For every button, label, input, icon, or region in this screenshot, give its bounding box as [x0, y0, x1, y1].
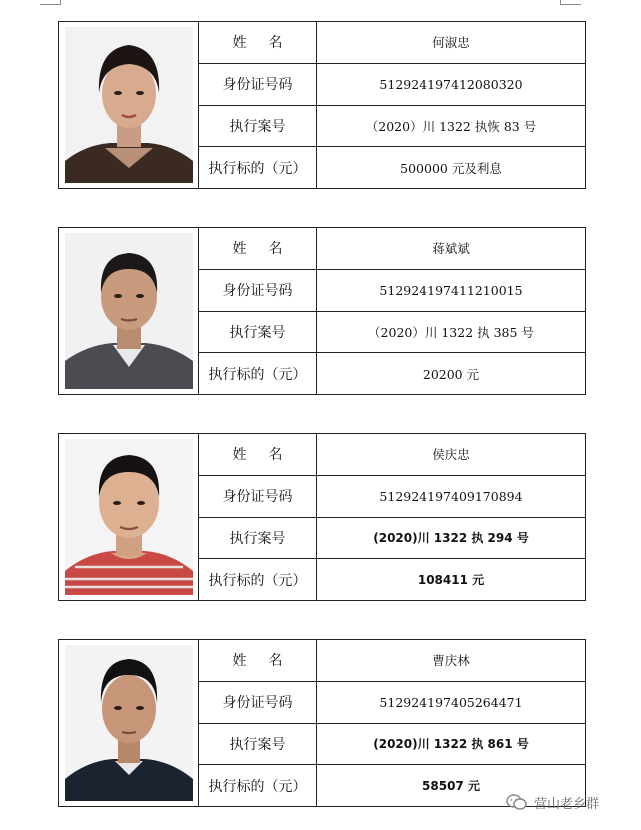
label-target: 执行标的（元）: [199, 147, 317, 188]
person-photo: [65, 645, 193, 801]
photo-cell: [59, 640, 199, 806]
label-target: 执行标的（元）: [199, 353, 317, 394]
label-target: 执行标的（元）: [199, 765, 317, 806]
label-name: 姓名: [199, 228, 317, 269]
watermark: [506, 790, 636, 814]
label-name: 姓名: [199, 640, 317, 681]
wechat-icon: [506, 793, 528, 811]
label-id-number: 身份证号码: [199, 682, 317, 723]
label-case-number: 执行案号: [199, 106, 317, 147]
value-case-number: (2020)川 1322 执 861 号: [373, 737, 529, 752]
value-target: 108411 元: [417, 573, 485, 588]
label-id-number: 身份证号码: [199, 476, 317, 517]
value-case-number: （2020）川 1322 执恢 83 号: [365, 118, 537, 134]
person-card-1: [58, 21, 586, 189]
photo-cell: [59, 434, 199, 600]
photo-cell: [59, 22, 199, 188]
value-case-number: （2020）川 1322 执 385 号: [368, 324, 534, 340]
value-id-number: 512924197412080320: [379, 76, 523, 92]
value-name: 蒋斌斌: [432, 241, 470, 257]
label-case-number: 执行案号: [199, 724, 317, 765]
value-target: 20200 元: [422, 366, 480, 382]
person-card-4: [58, 639, 586, 807]
page-corner-mark-right: [560, 0, 581, 5]
person-card-2: [58, 227, 586, 395]
label-id-number: 身份证号码: [199, 64, 317, 105]
watermark-text: 营山老乡群: [534, 796, 600, 812]
page-corner-mark-left: [40, 0, 61, 5]
person-photo: [65, 233, 193, 389]
value-id-number: 512924197409170894: [379, 488, 523, 504]
value-target: 500000 元及利息: [400, 160, 502, 176]
label-name: 姓名: [199, 434, 317, 475]
label-target: 执行标的（元）: [199, 559, 317, 600]
value-id-number: 512924197411210015: [379, 282, 523, 298]
photo-cell: [59, 228, 199, 394]
value-name: 侯庆忠: [432, 447, 470, 463]
person-photo: [65, 27, 193, 183]
label-id-number: 身份证号码: [199, 270, 317, 311]
person-card-3: [58, 433, 586, 601]
label-case-number: 执行案号: [199, 312, 317, 353]
label-case-number: 执行案号: [199, 518, 317, 559]
value-case-number: (2020)川 1322 执 294 号: [373, 531, 529, 546]
value-target: 58507 元: [422, 779, 480, 794]
label-name: 姓名: [199, 22, 317, 63]
person-photo: [65, 439, 193, 595]
value-name: 曹庆林: [432, 653, 470, 669]
value-id-number: 512924197405264471: [379, 694, 523, 710]
value-name: 何淑忠: [432, 35, 470, 51]
